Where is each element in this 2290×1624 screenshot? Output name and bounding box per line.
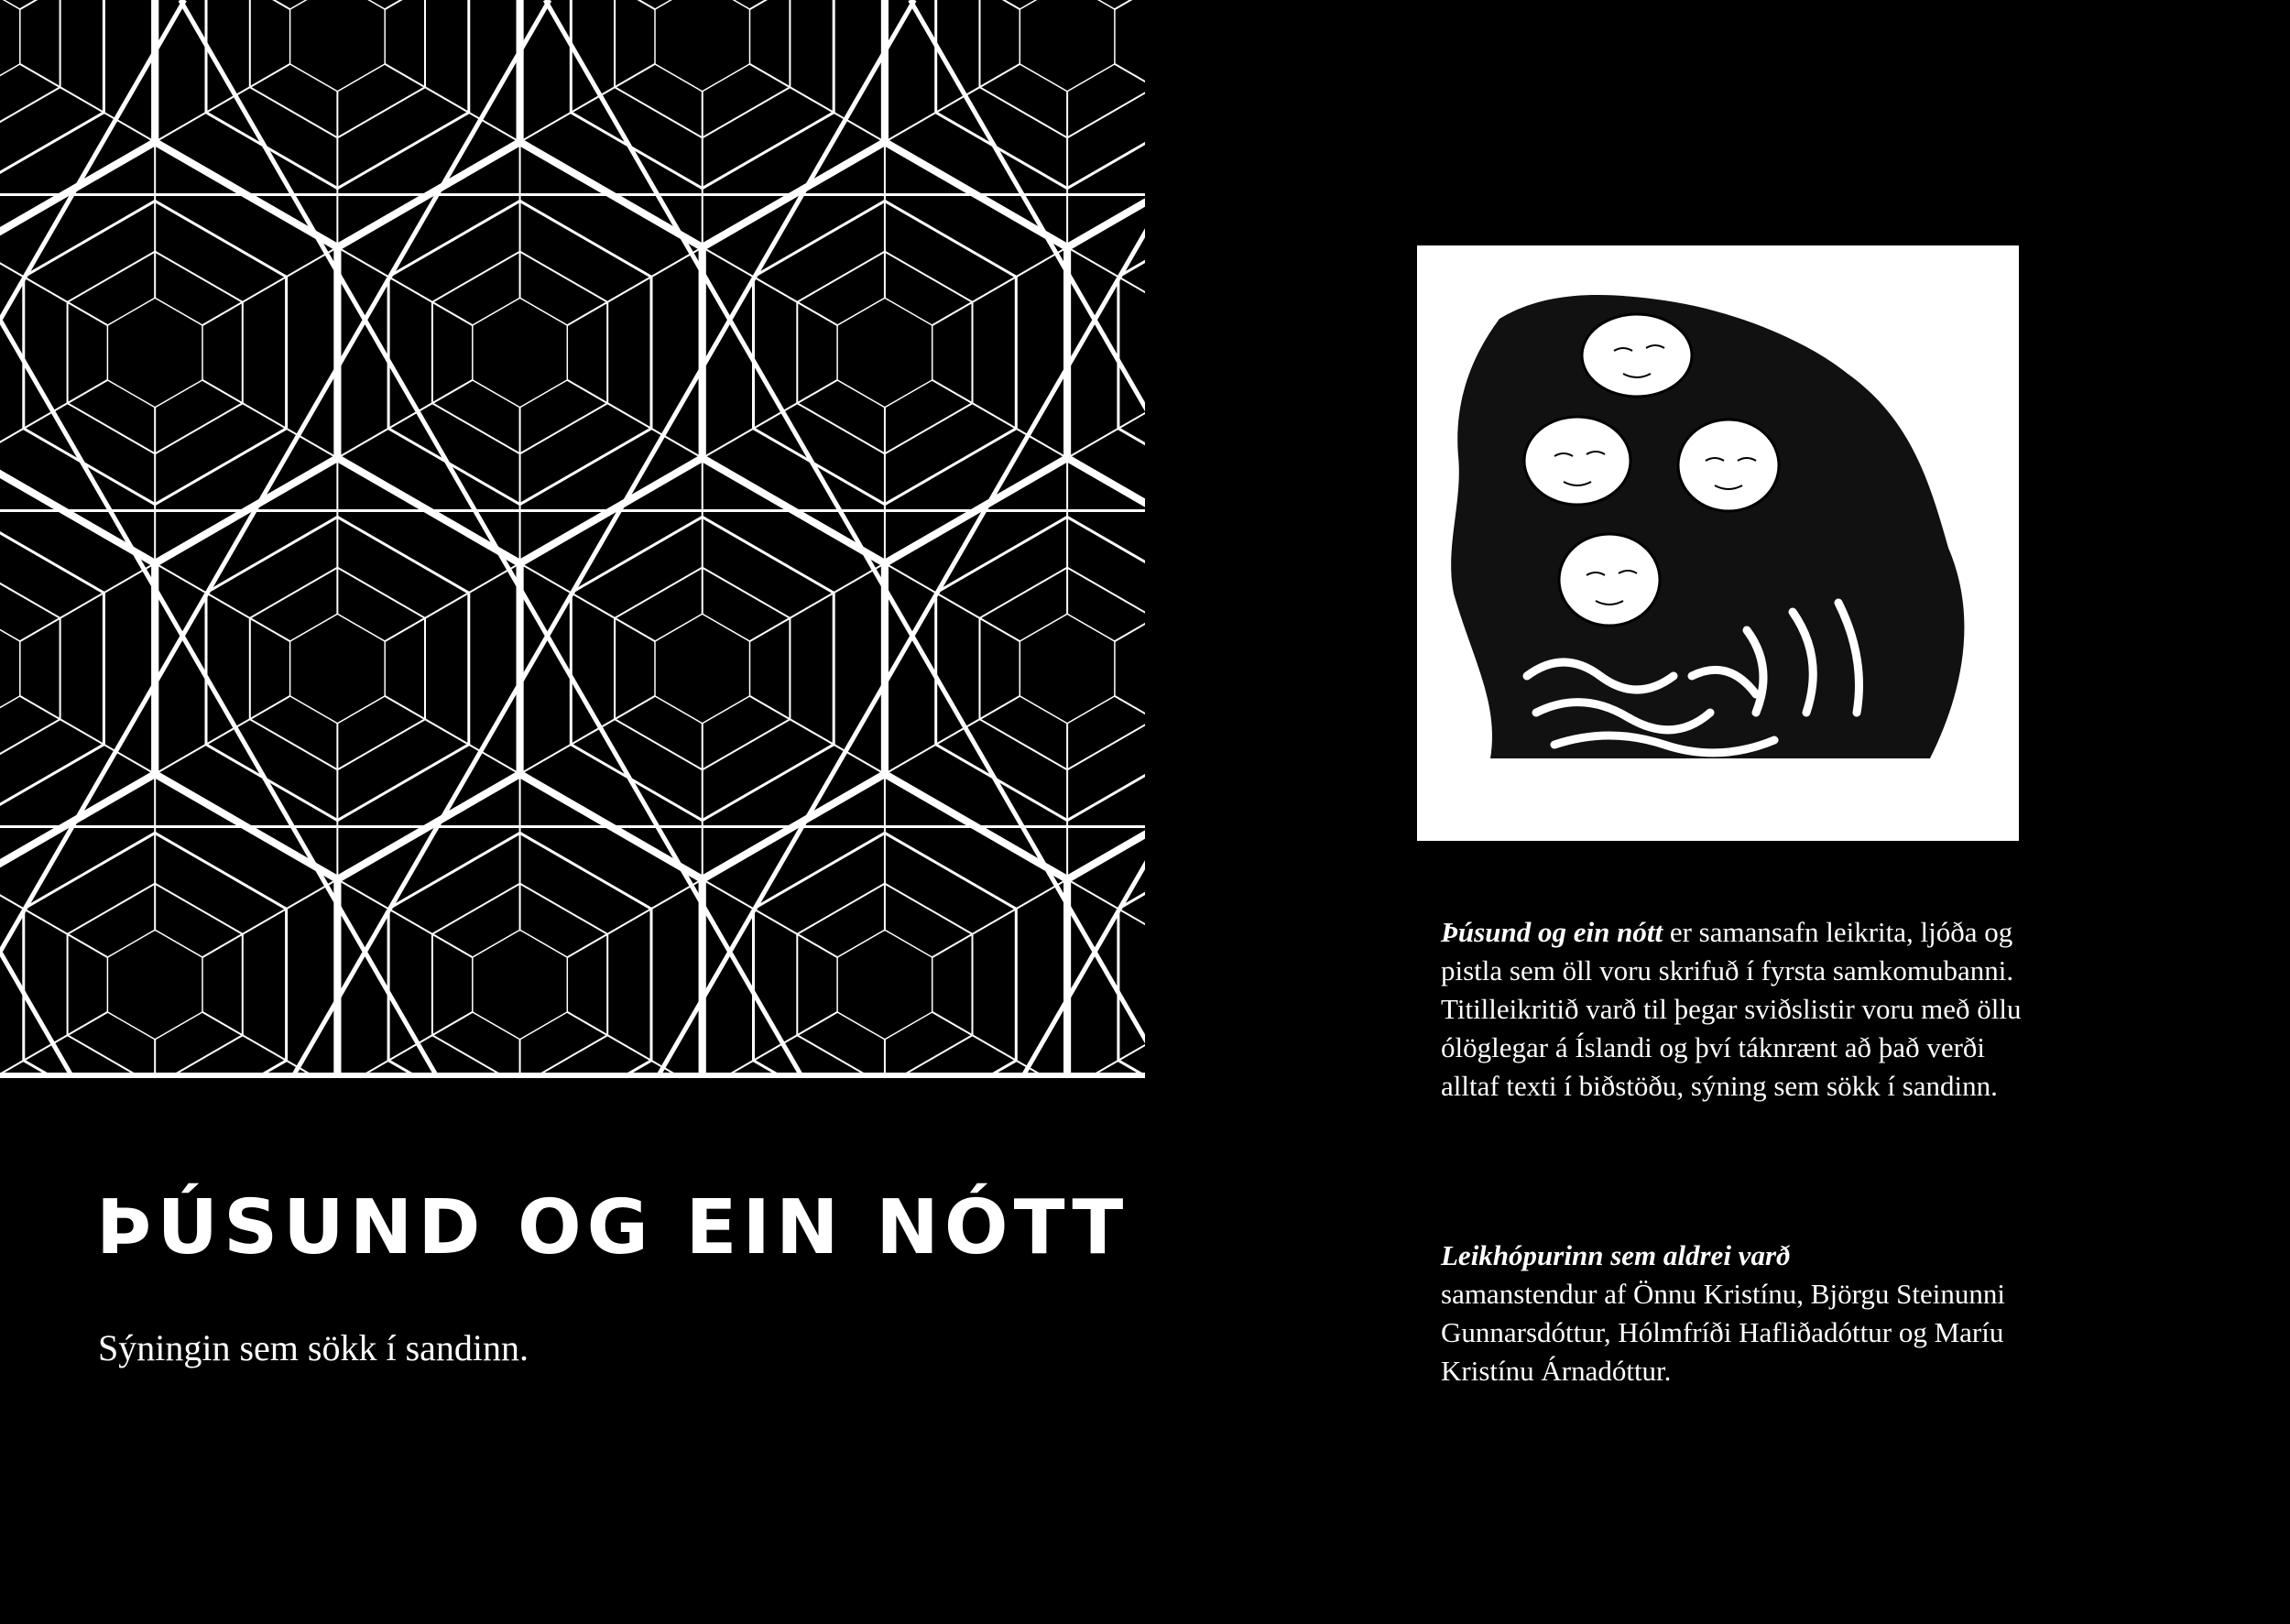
description-body: er samansafn leikrita, ljóða og pistla sem öll voru skrifuð í fyrsta samkomubanni. Titilleikritið varð til þegar sviðslistir voru með öllu ólöglegar á Íslandi og því táknrænt að það verði alltaf texti í biðstöðu, sýning sem sökk í sandinn. — [1441, 916, 2022, 1102]
group-body: samanstendur af Önnu Kristínu, Björgu Steinunni Gunnarsdóttur, Hólmfríði Hafliðadóttur og Maríu Kristínu Árnadóttur. — [1441, 1278, 2005, 1387]
ink-drawing-of-four-women — [1417, 245, 2019, 841]
cover-image-border — [0, 1073, 1145, 1078]
group-lead: Leikhópurinn sem aldrei varð — [1441, 1239, 1791, 1271]
page-subtitle: Sýningin sem sökk í sandinn. — [98, 1327, 529, 1368]
hexagonal-lattice-art — [0, 0, 1145, 1078]
description-paragraph — [1441, 913, 2045, 1106]
page-title: ÞÚSUND OG EIN NÓTT — [96, 1184, 1129, 1271]
geometric-cover-image — [0, 0, 1145, 1078]
illustration-image — [1417, 245, 2019, 841]
group-paragraph — [1441, 1237, 2082, 1390]
description-lead: Þúsund og ein nótt — [1441, 916, 1663, 948]
